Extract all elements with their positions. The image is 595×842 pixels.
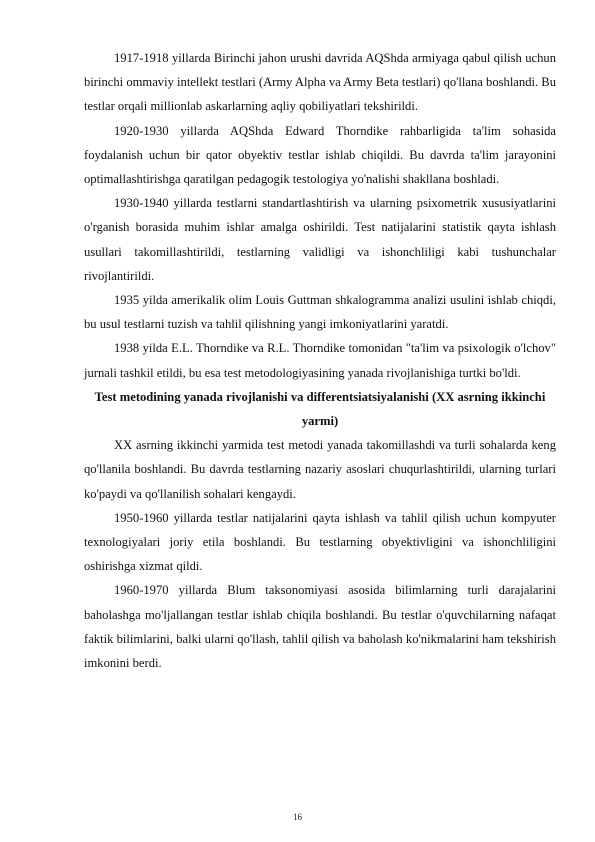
paragraph-1938: 1938 yilda E.L. Thorndike va R.L. Thorndike tomonidan "ta'lim va psixologik o'lchov" jurnali tashkil etildi, bu esa test metodologiyasining yanada rivojlanishiga turtki bo'ldi. [84,341,556,380]
page-number: 16 [293,812,302,822]
paragraph-1950-1960: 1950-1960 yillarda testlar natijalarini qayta ishlash va tahlil qilish uchun kompyuter texnologiyalari joriy etila boshlandi. Bu testlarning obyektivligini va ishonchliligini oshirishga xizmat qildi. [84,510,556,574]
paragraph-1935: 1935 yilda amerikalik olim Louis Guttman shkalogramma analizi usulini ishlab chiqdi, bu usul testlarni tuzish va tahlil qilishning yangi imkoniyatlarini yaratdi. [84,293,556,332]
paragraph-1930-1940: 1930-1940 yillarda testlarni standartlashtirish va ularning psixometrik xususiyatlarini o'rganish borasida muhim ishlar amalga oshirildi. Test natijalarini statistik qayta ishlash usullari takomillashtirildi, testlarning validligi va ishonchliligi kabi tushunchalar rivojlantirildi. [84,196,556,283]
document-page [84,46,556,675]
section-heading: Test metodining yanada rivojlanishi va differentsiatsiyalanishi (XX asrning ikkinchi yarmi) [94,389,546,429]
paragraph-xx-century: XX asrning ikkinchi yarmida test metodi yanada takomillashdi va turli sohalarda keng qo'llanila boshlandi. Bu davrda testlarning nazariy asoslari chuqurlashtirildi, ularning turlari ko'paydi va qo'llanilish sohalari kengaydi. [84,438,556,501]
paragraph-1920-1930: 1920-1930 yillarda AQShda Edward Thorndike rahbarligida ta'lim sohasida foydalanish uchun bir qator obyektiv testlar ishlab chiqildi. Bu davrda ta'lim jarayonini optimallashtirishga qaratilgan pedagogik testologiya yo'nalishi shakllana boshladi. [84,123,556,187]
paragraph-1917-1918: 1917-1918 yillarda Birinchi jahon urushi davrida AQShda armiyaga qabul qilish uchun birinchi ommaviy intellekt testlari (Army Alpha va Army Beta testlari) qo'llana boshlandi. Bu testlar orqali millionlab askarlarning aqliy qobiliyatlari tekshirildi. [84,51,556,114]
paragraph-1960-1970: 1960-1970 yillarda Blum taksonomiyasi asosida bilimlarning turli darajalarini baholashga mo'ljallangan testlar ishlab chiqila boshlandi. Bu testlar o'quvchilarning nafaqat faktik bilimlarini, balki ularni qo'llash, tahlil qilish va baholash ko'nikmalarini ham tekshirish imkonini berdi. [84,583,556,671]
